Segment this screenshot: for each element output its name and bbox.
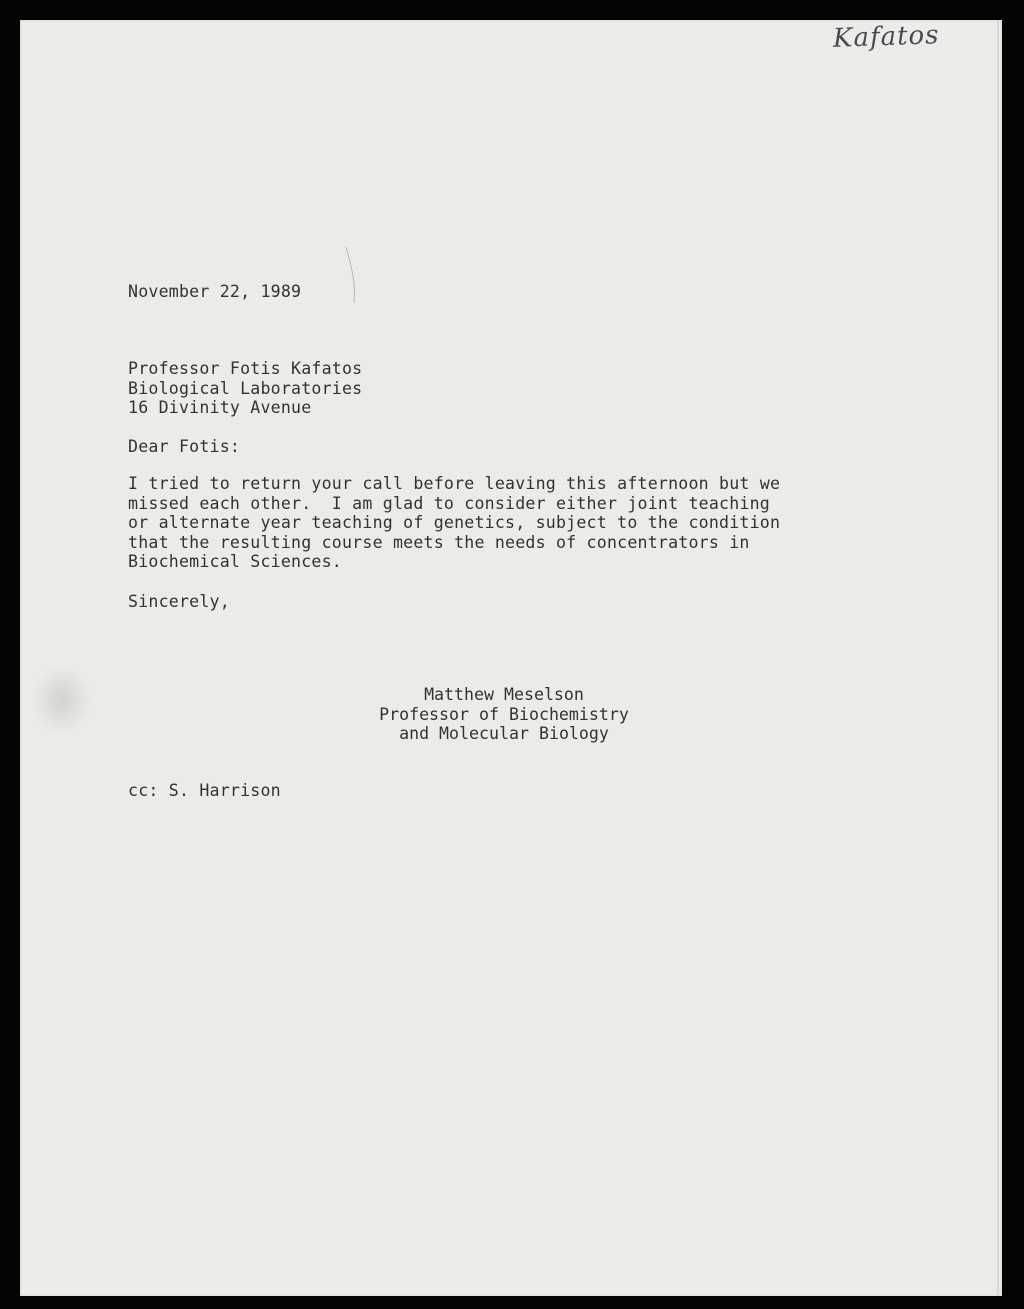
body-line: Biochemical Sciences. — [128, 552, 342, 572]
body-line: I tried to return your call before leaving this afternoon but we — [128, 474, 781, 493]
cc-line: cc: S. Harrison — [128, 781, 281, 800]
closing: Sincerely, — [128, 592, 230, 611]
signer-title-continued: and Molecular Biology — [399, 724, 609, 744]
pencil-mark — [342, 245, 362, 305]
signer-title: Professor of Biochemistry — [379, 704, 629, 724]
salutation: Dear Fotis: — [128, 437, 241, 456]
recipient-department: Biological Laboratories — [128, 378, 363, 398]
recipient-name: Professor Fotis Kafatos — [128, 359, 363, 378]
recipient-street: 16 Divinity Avenue — [128, 398, 312, 418]
letter-date: November 22, 1989 — [128, 282, 302, 301]
signer-name: Matthew Meselson — [424, 685, 584, 704]
signature-block — [354, 685, 654, 744]
handwritten-annotation: Kafatos — [832, 20, 940, 54]
body-line: or alternate year teaching of genetics, subject to the condition — [128, 513, 781, 533]
paper-smudge — [32, 665, 92, 735]
page-edge — [997, 20, 999, 1296]
body-line: that the resulting course meets the needs of concentrators in — [128, 532, 750, 552]
letter-body — [128, 474, 780, 572]
letter-page — [20, 20, 1002, 1296]
recipient-address — [128, 359, 362, 418]
body-line: missed each other. I am glad to consider either joint teaching — [128, 493, 770, 513]
